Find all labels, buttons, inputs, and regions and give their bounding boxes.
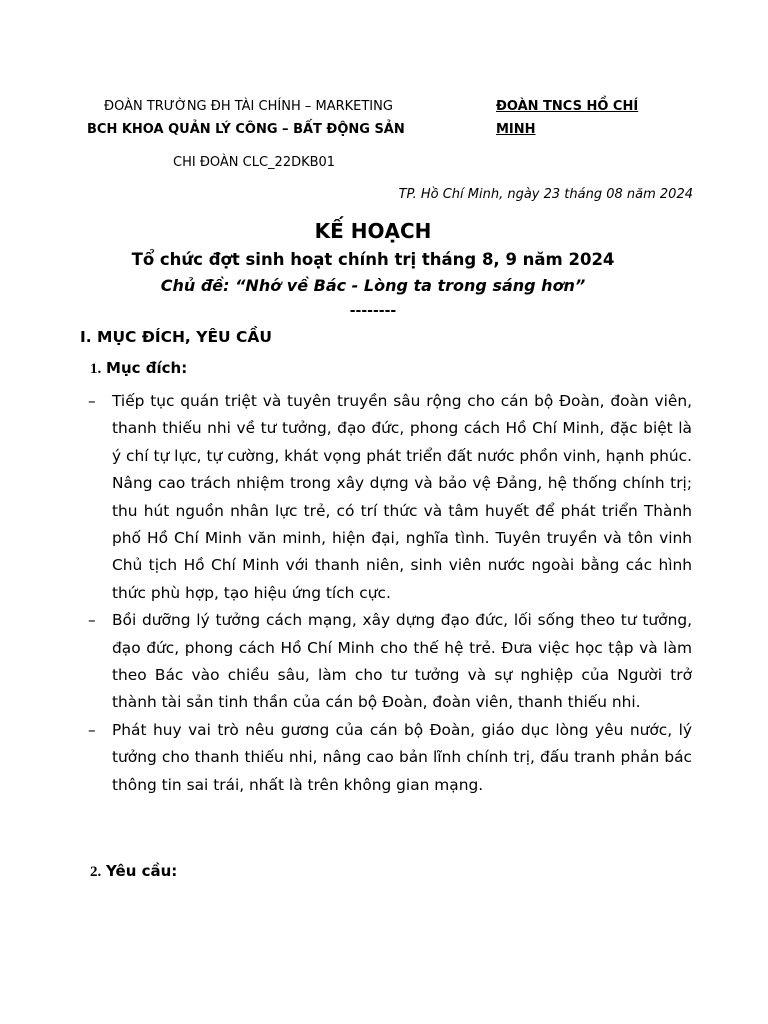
header-union-line1: ĐOÀN TNCS HỒ CHÍ [496,99,639,114]
subheading-label: Mục đích: [106,359,188,377]
bullet-marker: – [88,611,96,630]
document-title: KẾ HOẠCH [314,219,432,243]
bullet-text: Bồi dưỡng lý tưởng cách mạng, xây dựng đạo đức, lối sống theo tư tưởng, đạo đức, phong cách Hồ Chí Minh cho thế hệ trẻ. Đưa việc học tập và làm theo Bác vào chiều sâu, làm cho tư tưởng và sự nghiệp của Người trở thành tài sản tinh thần của cán bộ Đoàn, đoàn viên, thanh thiếu nhi. [112,611,692,712]
bullet-marker: – [88,720,96,739]
bullet-list [80,388,692,799]
subheading-number: 2. [90,864,102,880]
subheading-purpose [90,359,187,378]
bullet-item [80,607,692,717]
bullet-item [80,388,692,607]
subheading-number: 1. [90,361,102,377]
document-theme: Chủ đề: “Nhớ về Bác - Lòng ta trong sáng hơn” [160,276,586,295]
subheading-requirements [90,862,177,881]
subheading-label: Yêu cầu: [106,862,178,880]
document-date: TP. Hồ Chí Minh, ngày 23 tháng 08 năm 2024 [398,187,693,202]
bullet-marker: – [88,392,96,410]
header-union-line2: MINH [496,122,536,137]
section-heading: I. MỤC ĐÍCH, YÊU CẦU [80,328,272,346]
bullet-text: Phát huy vai trò nêu gương của cán bộ Đoàn, giáo dục lòng yêu nước, lý tưởng cho thanh thiếu nhi, nâng cao bản lĩnh chính trị, đấu tranh phản bác thông tin sai trái, nhất là trên không gian mạng. [112,720,692,794]
bullet-item [80,717,692,799]
document-subtitle: Tổ chức đợt sinh hoạt chính trị tháng 8, 9 năm 2024 [131,250,615,269]
header-organization-line3: CHI ĐOÀN CLC_22DKB01 [173,155,336,170]
title-separator: -------- [349,303,397,319]
bullet-text: Tiếp tục quán triệt và tuyên truyền sâu rộng cho cán bộ Đoàn, đoàn viên, thanh thiếu nhi về tư tưởng, đạo đức, phong cách Hồ Chí Minh, đặc biệt là ý chí tự lực, tự cường, khát vọng phát triển đất nước phồn vinh, hạnh phúc. Nâng cao trách nhiệm trong xây dựng và bảo vệ Đảng, hệ thống chính trị; thu hút nguồn nhân lực trẻ, có trí thức và tâm huyết để phát triển Thành phố Hồ Chí Minh văn minh, hiện đại, nghĩa tình. Tuyên truyền và tôn vinh Chủ tịch Hồ Chí Minh với thanh niên, sinh viên nước ngoài bằng các hình thức phù hợp, tạo hiệu ứng tích cực. [112,392,692,602]
header-organization-line2: BCH KHOA QUẢN LÝ CÔNG – BẤT ĐỘNG SẢN [87,122,405,137]
header-organization-line1: ĐOÀN TRƯỜNG ĐH TÀI CHÍNH – MARKETING [104,99,393,114]
